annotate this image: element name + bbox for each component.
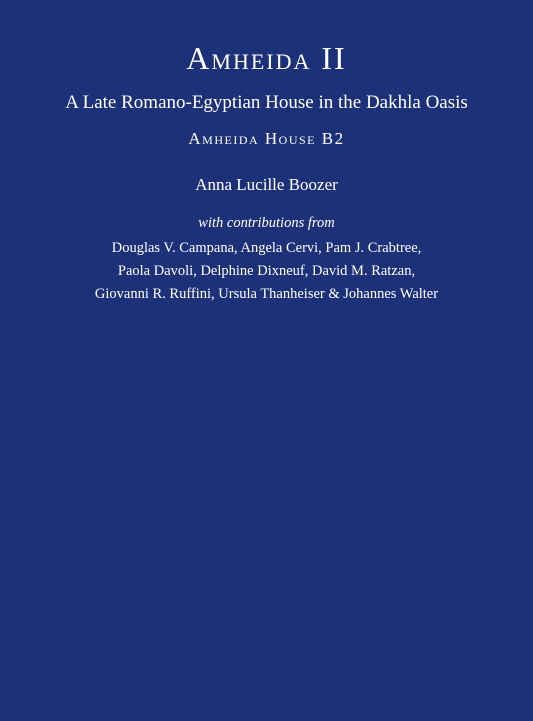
contributors-line-1: Douglas V. Campana, Angela Cervi, Pam J. Crabtree, (111, 240, 422, 256)
contributors-list (0, 237, 533, 306)
contributions-intro: with contributions from (198, 215, 335, 231)
author-name: Anna Lucille Boozer (195, 175, 338, 194)
book-title: Amheida II (186, 40, 347, 76)
book-series-title: Amheida House B2 (188, 129, 345, 148)
contributors-line-2: Paola Davoli, Delphine Dixneuf, David M. Ratzan, (117, 263, 416, 279)
contributors-line-3: Giovanni R. Ruffini, Ursula Thanheiser & Johannes Walter (94, 286, 439, 302)
book-subtitle: A Late Romano-Egyptian House in the Dakhla Oasis (65, 92, 468, 113)
